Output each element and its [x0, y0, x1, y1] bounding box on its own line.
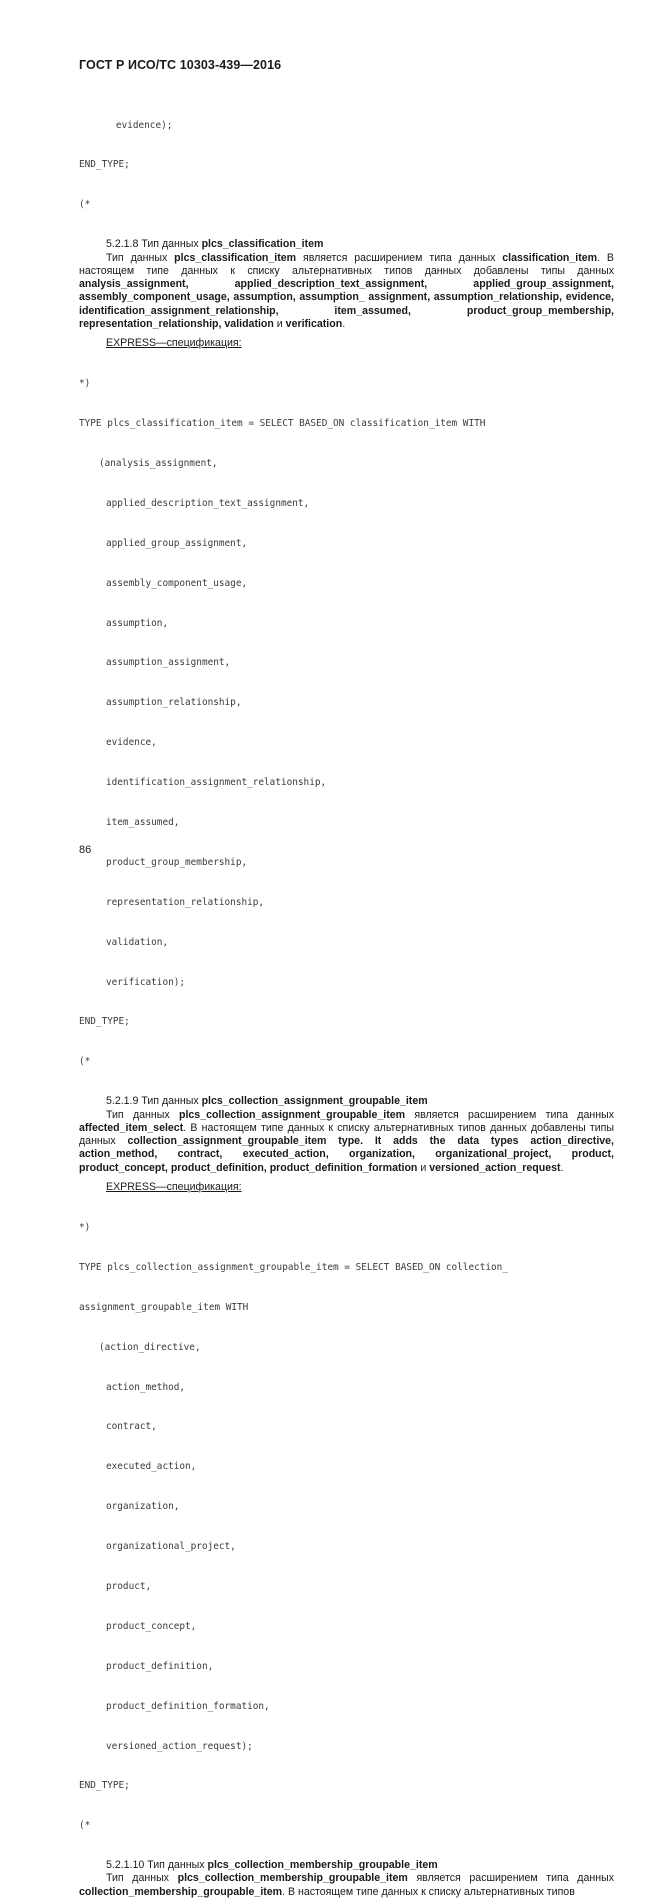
code-line: assembly_component_usage,: [106, 577, 248, 589]
text-run: Тип данных: [106, 1872, 178, 1885]
section-paragraph: [79, 1109, 614, 1175]
code-line: contract,: [106, 1421, 157, 1433]
code-line: executed_action,: [106, 1461, 197, 1473]
code-line: organizational_project,: [106, 1541, 236, 1553]
text-run: является расширением типа данных: [296, 251, 503, 264]
code-line: action_method,: [106, 1381, 186, 1393]
text-run: . В настоящем типе данных к списку альтернативных типов данных добавлены типы данных: [79, 1121, 614, 1148]
code-line: assumption,: [106, 617, 169, 629]
code-line: (analysis_assignment,: [99, 458, 218, 470]
type-name: verification: [285, 318, 343, 331]
code-line: assumption_relationship,: [106, 697, 242, 709]
type-name: affected_item_select: [79, 1121, 184, 1134]
heading-number: 5.2.1.8 Тип данных: [106, 238, 202, 251]
code-line: *): [79, 1221, 91, 1233]
code-block-5-2-1-9: [79, 1194, 614, 1859]
text-run: является расширением типа данных: [407, 1872, 614, 1885]
code-line: identification_assignment_relationship,: [106, 777, 327, 789]
code-line: END_TYPE;: [79, 1016, 130, 1028]
code-line: *): [79, 378, 91, 390]
code-line: END_TYPE;: [79, 1780, 130, 1792]
code-line: product,: [106, 1580, 152, 1592]
text-run: .: [560, 1161, 564, 1174]
code-line: product_concept,: [106, 1620, 197, 1632]
type-list: analysis_assignment, applied_description_text_assignment, applied_group_assignment, assembly_component_usage, assumption, assumption_ assignment, assumption_relationship, evidence, identification_assignment_relationship, item_assumed, product_group_membership, representation_relationship, validation: [79, 278, 614, 331]
section-heading-5-2-1-8: [79, 238, 614, 251]
text-run: является расширением типа данных: [405, 1108, 614, 1121]
code-line: applied_group_assignment,: [106, 537, 248, 549]
code-line: product_definition_formation,: [106, 1700, 270, 1712]
code-line: TYPE plcs_collection_assignment_groupable_item = SELECT BASED_ON collection_: [79, 1261, 508, 1273]
type-name: versioned_action_request: [429, 1161, 561, 1174]
code-line: (action_directive,: [99, 1341, 201, 1353]
text-run: и: [273, 318, 286, 331]
text-run: .: [342, 318, 346, 331]
code-line: item_assumed,: [106, 817, 180, 829]
code-line: evidence);: [99, 119, 173, 131]
text-run: Тип данных: [106, 251, 175, 264]
code-line: representation_relationship,: [106, 896, 265, 908]
page-header: ГОСТ Р ИСО/ТС 10303-439—2016: [79, 58, 282, 72]
section-paragraph: [79, 252, 614, 332]
code-line: validation,: [106, 936, 169, 948]
code-line: product_definition,: [106, 1660, 214, 1672]
text-run: . В настоящем типе данных к списку альтернативных типов данных добавлены типы данных: [79, 251, 614, 277]
page-number: 86: [79, 844, 92, 856]
type-name: plcs_classification_item: [174, 251, 297, 264]
code-line: assumption_assignment,: [106, 657, 231, 669]
code-line: organization,: [106, 1501, 180, 1513]
code-line: (*: [79, 1056, 91, 1068]
heading-number: 5.2.1.9 Тип данных: [106, 1095, 202, 1108]
code-line: assignment_groupable_item WITH: [79, 1301, 249, 1313]
code-line: product_group_membership,: [106, 856, 248, 868]
code-block-prev-tail: [79, 92, 614, 238]
type-name: classification_item: [502, 251, 598, 264]
type-list: collection_assignment_groupable_item type. It adds the data types action_directive, action_method, contract, executed_action, organization, organizational_project, product, product_concept, product_definition, product_definition_formation: [79, 1135, 614, 1174]
heading-type-name: plcs_collection_membership_groupable_item: [207, 1859, 438, 1872]
section-heading-5-2-1-10: [79, 1859, 614, 1872]
code-line: evidence,: [106, 737, 157, 749]
code-block-5-2-1-8: [79, 351, 614, 1096]
heading-type-name: plcs_collection_assignment_groupable_item: [201, 1095, 428, 1108]
document-body: [79, 92, 614, 1899]
text-run: . В настоящем типе данных к списку альтернативных типов: [282, 1885, 575, 1898]
express-label: EXPRESS—спецификация:: [106, 337, 242, 350]
code-line: TYPE plcs_classification_item = SELECT BASED_ON classification_item WITH: [79, 418, 486, 430]
code-line: applied_description_text_assignment,: [106, 497, 310, 509]
code-line: (*: [79, 1820, 91, 1832]
code-line: verification);: [106, 976, 186, 988]
type-name: plcs_collection_membership_groupable_item: [177, 1872, 408, 1885]
code-line: END_TYPE;: [79, 159, 130, 171]
type-name: plcs_collection_assignment_groupable_item: [178, 1108, 406, 1121]
type-name: collection_membership_groupable_item: [79, 1885, 283, 1898]
express-label: EXPRESS—спецификация:: [106, 1181, 242, 1194]
heading-type-name: plcs_classification_item: [201, 238, 324, 251]
heading-number: 5.2.1.10 Тип данных: [106, 1859, 208, 1872]
text-run: Тип данных: [106, 1108, 179, 1121]
text-run: и: [417, 1161, 430, 1174]
section-heading-5-2-1-9: [79, 1095, 614, 1108]
code-line: (*: [79, 199, 91, 211]
code-line: versioned_action_request);: [106, 1740, 253, 1752]
section-paragraph: [79, 1872, 614, 1899]
